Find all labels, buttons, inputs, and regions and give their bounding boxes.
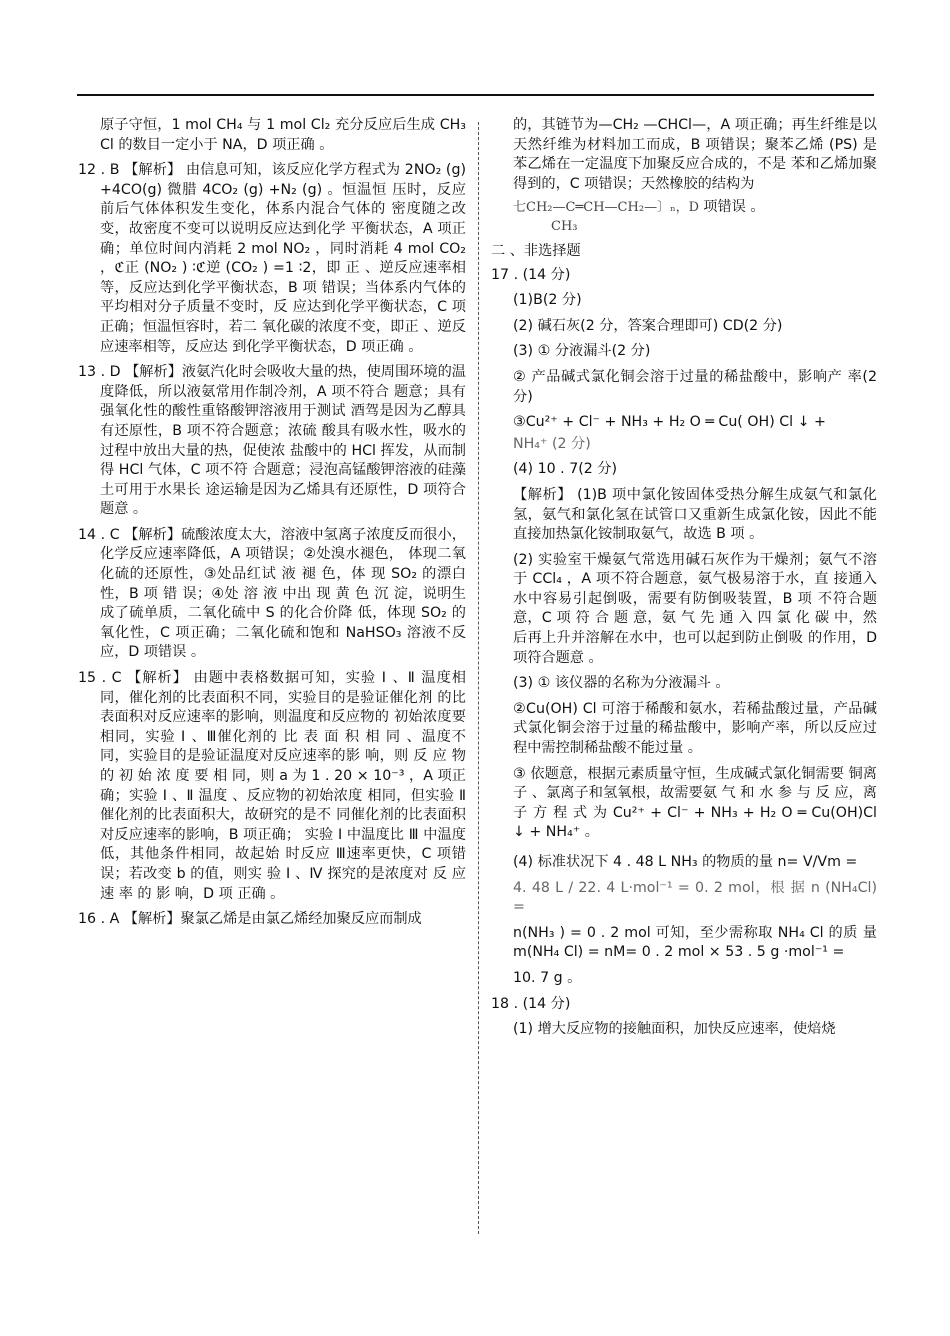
- answer-17-3c: ③Cu²⁺ + Cl⁻ + NH₃ + H₂ O ═ Cu( OH) Cl ↓ +: [513, 414, 826, 431]
- analysis-17-4b: 4. 48 L / 22. 4 L·mol⁻¹ = 0. 2 mol，根 据 n (NH₄Cl) =: [513, 879, 877, 916]
- structure-tail: 项错误 。: [703, 199, 765, 216]
- answer-14: 14 . C 【解析】硫酸浓度太大，溶液中氢离子浓度反而很小，化学反应速率降低，A 项错误；②处溴水褪色， 体现二氧化硫的还原性，③处品红试 液 褪 色，体 现 SO₂ 的漂白性，B 项 错 误；④处 溶 液 中出 现 黄 色 沉 淀，说明生成了硫单质，二氧化硫中 S 的化合价降 低，体现 SO₂ 的氧化性，C 项正确；二氧化硫和饱和 NaHSO₃ 溶液不反应，D 项错误 。: [78, 526, 466, 661]
- question-18-title: 18 . (14 分): [491, 995, 571, 1012]
- answer-12: 12 . B 【解析】 由信息可知，该反应化学方程式为 2NO₂ (g) +4CO(g) 微腊 4CO₂ (g) +N₂ (g) 。恒温恒 压时，反应前后气体体积发生变化，体系内混合气体的 密度随之改变，故密度不变可以说明反应达到化学 平衡状态，A 项正确；单位时间内消耗 2 mol NO₂ ，同时消耗 4 mol CO₂ ，ℭ正 (NO₂ ) ∶ℭ逆 (CO₂ ) =1 ∶2，即 正 、逆反应速率相等，反应达到化学平衡状态，B 项 错误；当体系内气体的平均相对分子质量不变时，反 应达到化学平衡状态，C 项正确；恒温恒容时，若二 氧化碳的浓度不变，即正 、逆反应速率相等，反应达 到化学平衡状态，D 项正确 。: [78, 162, 466, 355]
- right-column: [491, 116, 877, 1046]
- analysis-17-3b: ②Cu(OH) Cl 可溶于稀酸和氨水，若稀盐酸过量，产品碱式氯化铜会溶于过量的稀盐酸中，影响产率，所以反应过程中需控制稀盐酸不能过量 。: [513, 700, 877, 757]
- answer-15: 15 . C 【解析】 由题中表格数据可知，实验 Ⅰ 、Ⅱ 温度相 同，催化剂的比表面积不同，实验目的是验证催化剂 的比表面积对反应速率的影响，则温度和反应物的 初始浓度要相同，实验 Ⅰ 、Ⅲ催化剂的 比 表 面 积 相 同 、温度不同，实验目的是验证温度对反应速率的影 响，则 反 应 物 的 初 始 浓 度 要 相 同，则 a 为 1 . 20 × 10⁻³ ，A 项正确；实验 Ⅰ 、Ⅱ 温度 、反应物的初始浓度 相同，但实验 Ⅱ催化剂的比表面积大，故研究的是不 同催化剂的比表面积对反应速率的影响，B 项正确； 实验 Ⅰ 中温度比 Ⅲ 中温度低，其他条件相同，故起始 时反应 Ⅲ速率更快，C 项错误；若改变 b 的值，则实 验 Ⅰ 、Ⅳ 探究的是浓度对 反 应 速 率 的 影 响，D 项 正确 。: [78, 670, 466, 902]
- answer-17-4: (4) 10 . 7(2 分): [513, 461, 618, 478]
- answer-17-3c-continuation: NH₄⁺ (2 分): [513, 435, 591, 452]
- answer-13: 13 . D 【解析】液氨汽化时会吸收大量的热，使周围环境的温度降低，所以液氨常用作制冷剂，A 项不符合 题意；具有强氧化性的酸性重铬酸钾溶液用于测试 酒驾是因为乙醇具有还原性，B 项不符合题意；浓硫 酸具有吸水性，吸水的过程中放出大量的热，促使浓 盐酸中的 HCl 挥发，从而制得 HCl 气体，C 项不符 合题意；浸泡高锰酸钾溶液的硅藻土可用于水果长 途运输是因为乙烯具有还原性，D 项符合题意 。: [78, 364, 466, 518]
- analysis-17-4a: (4) 标准状况下 4 . 48 L NH₃ 的物质的量 n= V/Vm =: [513, 854, 858, 870]
- left-column: [78, 116, 466, 936]
- column-divider: [478, 122, 479, 1234]
- analysis-17-4d: 10. 7 g 。: [513, 969, 582, 986]
- answer-16-continuation: 的，其链节为—CH₂ —CHCl—，A 项正确；再生纤维是以天然纤维为材料加工而成，B 项错误；聚苯乙烯 (PS) 是苯乙烯在一定温度下加聚反应合成的，不是 苯和乙烯加聚得到的，C 项错误；天然橡胶的结构为: [513, 117, 877, 192]
- answer-11-continuation: 原子守恒，1 mol CH₄ 与 1 mol Cl₂ 充分反应后生成 CH₃ Cl 的数目一定小于 NA，D 项正确 。: [100, 117, 466, 153]
- header-rule: [77, 94, 874, 96]
- analysis-17-1: 【解析】 (1)B 项中氯化铵固体受热分解生成氨气和氯化氢，氨气和氯化氢在试管口又重新生成氯化铵，因此不能直接加热氯化铵制取氨气，故选 B 项 。: [513, 486, 877, 543]
- answer-17-3b: ② 产品碱式氯化铜会溶于过量的稀盐酸中，影响产 率(2 分): [513, 368, 877, 405]
- question-17-title: 17 . (14 分): [491, 266, 571, 283]
- section-heading: 二 、非选择题: [491, 242, 581, 259]
- structure-methyl: CH₃: [551, 218, 578, 234]
- answer-18-1: (1) 增大反应物的接触面积，加快反应速率，使焙烧: [513, 1021, 836, 1038]
- analysis-17-4c: n(NH₃ ) = 0 . 2 mol 可知，至少需称取 NH₄ Cl 的质 量 m(NH₄ Cl) = nM= 0 . 2 mol × 53 . 5 g ·mol⁻¹ =: [513, 924, 877, 961]
- structure-main: 七CH₂—C═CH—CH₂: [513, 200, 645, 216]
- analysis-17-2: (2) 实验室干燥氨气常选用碱石灰作为干燥剂；氨气不溶于 CCl₄ ，A 项不符合题意，氨气极易溶于水，直 接通入水中容易引起倒吸，需要有防倒吸装置，B 项 不符合题意，C 项 符 合 题 意，氨 气 先 通 入 四 氯 化 碳 中，然后再上升并溶解在水中，也可以起到防止倒吸 的作用，D 项符合题意 。: [513, 551, 877, 666]
- analysis-17-3a: (3) ① 该仪器的名称为分液漏斗 。: [513, 675, 730, 692]
- answer-17-2: (2) 碱石灰(2 分，答案合理即可) CD(2 分): [513, 317, 783, 334]
- answer-17-1: (1)B(2 分): [513, 292, 582, 309]
- analysis-17-3c: ③ 依题意，根据元素质量守恒，生成碱式氯化铜需要 铜离子 、氯离子和氢氧根，故需要氨 气 和 水 参 与 反 应，离 子 方 程 式 为 Cu²⁺ + Cl⁻ + NH₃ + H₂ O ═ Cu(OH)Cl ↓ + NH₄⁺ 。: [513, 765, 877, 841]
- answer-16: 16 . A 【解析】聚氯乙烯是由氯乙烯经加聚反应而制成: [78, 911, 422, 928]
- rubber-structure-formula: 七CH₂—C═CH—CH₂—〕ₙ，D 项错误 。 CH₃: [491, 198, 877, 236]
- answer-17-3a: (3) ① 分液漏斗(2 分): [513, 343, 651, 360]
